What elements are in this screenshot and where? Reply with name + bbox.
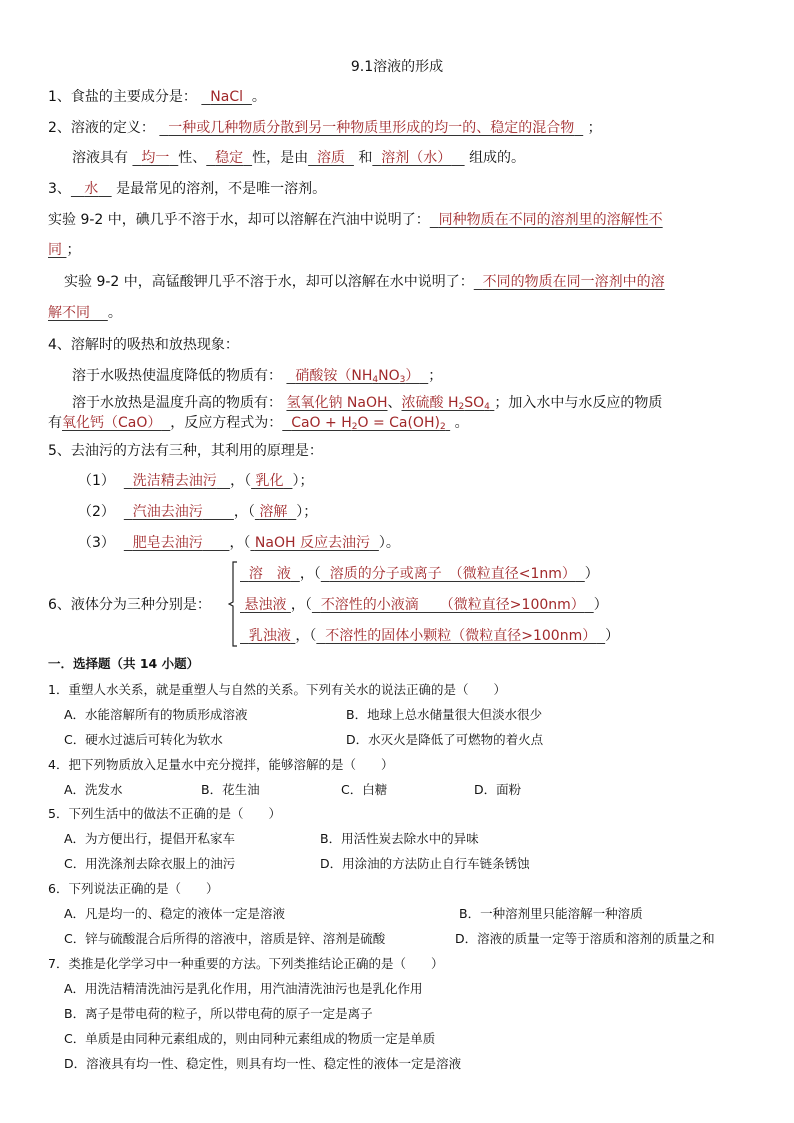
- mc-question-1-option-c: C．硬水过滤后可转化为软水: [64, 732, 223, 747]
- page-title: 9.1溶液的形成: [350, 59, 444, 75]
- question-5: 5、去油污的方法有三种，其利用的原理是：: [48, 443, 323, 459]
- answer-sulfuric-acid: 浓硫酸 $H_2SO_4$: [401, 395, 490, 412]
- section-heading: 一．选择题（共 14 小题）: [48, 656, 200, 671]
- answer-definition: 一种或几种物质分散到另一种物质里形成的均一的、稳定的混合物: [168, 120, 575, 136]
- mc-question-4-option-a: A．洗发水: [64, 782, 123, 797]
- mc-question-6-option-a: A．凡是均一的、稳定的液体一定是溶液: [64, 906, 286, 921]
- mc-question-6-option-d: D．溶液的质量一定等于溶质和溶剂的质量之和: [455, 931, 715, 946]
- answer-solvent: 溶剂（水）: [381, 150, 452, 166]
- mc-question-1-option-a: A．水能溶解所有的物质形成溶液: [64, 707, 248, 722]
- question-4-exothermic: 溶于水放热是温度升高的物质有： 氢氧化钠 NaOH、浓硫酸 $H_2SO_4$ ；加入水中与水反应的物质: [72, 395, 663, 412]
- degrease-method-3: （3） 肥皂去油污 ，（ NaOH 反应去油污 ）。: [78, 535, 400, 551]
- experiment-iodine-cont: 同 ；: [48, 242, 81, 258]
- answer-stable: 稳定: [215, 150, 244, 166]
- answer-experiment-iodine: 同种物质在不同的溶剂里的溶解性不: [438, 212, 663, 228]
- mc-question-6-option-b: B．一种溶剂里只能溶解一种溶质: [459, 906, 643, 921]
- question-4-reaction: 有氧化钙（CaO） ，反应方程式为： CaO + $H_2O = Ca(OH)_2$ 。: [48, 415, 469, 432]
- mc-question-1-option-b: B．地球上总水储量很大但淡水很少: [346, 707, 543, 722]
- mc-question-7-option-d: D．溶液具有均一性、稳定性，则具有均一性、稳定性的液体一定是溶液: [64, 1056, 462, 1071]
- mc-question-1-option-d: D．水灭火是降低了可燃物的着火点: [346, 732, 544, 747]
- mc-question-6-option-c: C．锌与硫酸混合后所得的溶液中，溶质是锌、溶剂是硫酸: [64, 931, 386, 946]
- answer-equation: CaO + $H_2O = Ca(OH)_2$: [291, 415, 446, 432]
- liquid-type-emulsion: 乳浊液 ，（ 不溶性的固体小颗粒（微粒直径>100nm） ）: [248, 628, 620, 644]
- mc-question-5-option-c: C．用洗涤剂去除衣服上的油污: [64, 856, 236, 871]
- mc-question-7-option-a: A．用洗洁精清洗油污是乳化作用，用汽油清洗油污也是乳化作用: [64, 981, 423, 996]
- question-6: 6、液体分为三种分别是：: [48, 597, 211, 613]
- question-3: 3、 水 是最常见的溶剂，不是唯一溶剂。: [48, 181, 327, 197]
- degrease-method-1: （1） 洗洁精去油污 ，（ 乳化 ）；: [78, 473, 314, 489]
- mc-question-4-option-c: C．白糖: [341, 782, 388, 797]
- question-1: 1、食盐的主要成分是： NaCl 。: [48, 89, 266, 105]
- mc-question-5: 5．下列生活中的做法不正确的是（ ）: [48, 806, 281, 821]
- answer-water: 水: [84, 181, 99, 197]
- liquid-type-solution: 溶 液 ，（ 溶质的分子或离子 （微粒直径<1nm） ）: [248, 566, 599, 582]
- question-4-endothermic: 溶于水吸热使温度降低的物质有： 硝酸铵$(NH_4NO_3)$ ；: [72, 368, 443, 385]
- mc-question-5-option-d: D．用涂油的方法防止自行车链条锈蚀: [320, 856, 530, 871]
- mc-question-7-option-c: C．单质是由同种元素组成的，则由同种元素组成的物质一定是单质: [64, 1031, 436, 1046]
- question-4: 4、溶解时的吸热和放热现象：: [48, 337, 239, 353]
- answer-solute: 溶质: [316, 150, 345, 166]
- mc-question-4: 4．把下列物质放入足量水中充分搅拌，能够溶解的是（ ）: [48, 757, 394, 772]
- answer-nacl: NaCl: [210, 89, 243, 105]
- answer-cao: 氧化钙（CaO）: [62, 415, 162, 431]
- answer-naoh: 氢氧化钠 NaOH: [286, 395, 388, 411]
- experiment-iodine: 实验 9-2 中，碘几乎不溶于水，却可以溶解在汽油中说明了： 同种物质在不同的溶剂里的溶解性不: [48, 212, 663, 228]
- answer-experiment-permanganate: 不同的物质在同一溶剂中的溶: [482, 274, 665, 290]
- experiment-permanganate-cont: 解不同 。: [48, 305, 122, 321]
- brace-icon: [228, 561, 238, 647]
- answer-ammonium-nitrate: 硝酸铵$(NH_4NO_3)$: [295, 368, 420, 385]
- mc-question-5-option-a: A．为方便出行，提倡开私家车: [64, 831, 236, 846]
- mc-question-6: 6．下列说法正确的是（ ）: [48, 881, 219, 896]
- mc-question-4-option-b: B．花生油: [201, 782, 260, 797]
- mc-question-1: 1．重塑人水关系，就是重塑人与自然的关系。下列有关水的说法正确的是（ ）: [48, 682, 506, 697]
- experiment-permanganate: 实验 9-2 中，高锰酸钾几乎不溶于水，却可以溶解在水中说明了： 不同的物质在同一溶剂中的溶: [64, 274, 665, 290]
- mc-question-5-option-b: B．用活性炭去除水中的异味: [320, 831, 479, 846]
- question-2-line-2: 溶液具有 均一 性、 稳定 性，是由 溶质 和 溶剂（水） 组成的。: [72, 150, 526, 166]
- mc-question-7-option-b: B．离子是带电荷的粒子，所以带电荷的原子一定是离子: [64, 1006, 373, 1021]
- question-2: 2、溶液的定义： 一种或几种物质分散到另一种物质里形成的均一的、稳定的混合物 ；: [48, 120, 602, 136]
- degrease-method-2: （2） 汽油去油污 ，（ 溶解 ）；: [78, 504, 318, 520]
- mc-question-7: 7．类推是化学学习中一种重要的方法。下列类推结论正确的是（ ）: [48, 956, 444, 971]
- liquid-type-suspension: 悬浊液 ，（ 不溶性的小液滴 （微粒直径>100nm） ）: [244, 597, 608, 613]
- answer-uniform: 均一: [141, 150, 170, 166]
- mc-question-4-option-d: D．面粉: [474, 782, 522, 797]
